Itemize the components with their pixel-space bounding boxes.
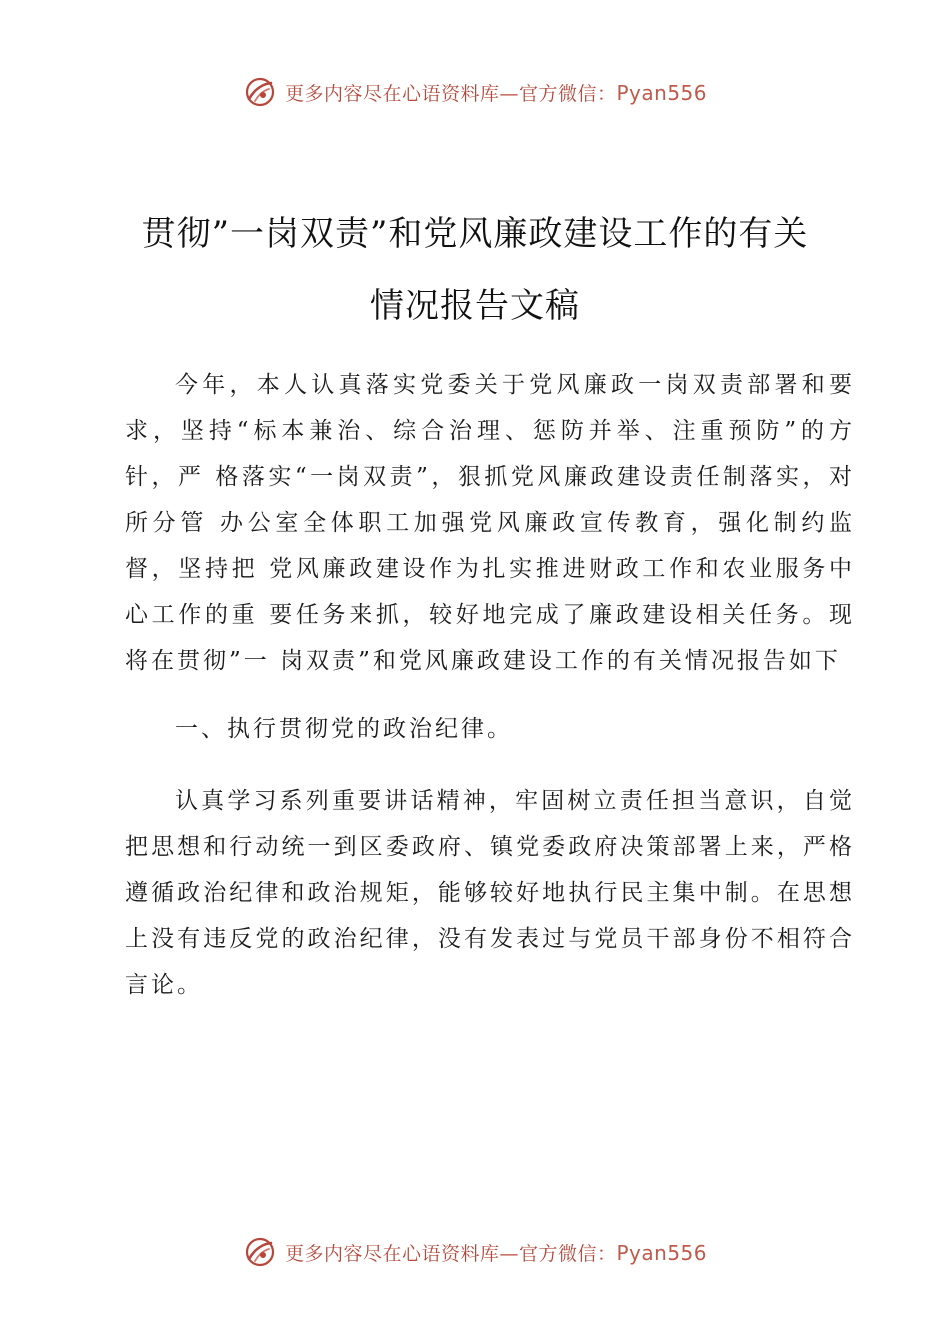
banner-text [285, 79, 707, 106]
wechat-id: Pyan556 [616, 1240, 708, 1265]
section-heading: 一、执行贯彻党的政治纪律。 [175, 716, 513, 742]
banner-text [285, 1239, 707, 1266]
paragraph-political-discipline: 认真学习系列重要讲话精神，牢固树立责任担当意识，自觉把思想和行动统一到区委政府、镇党委政府决策部署上来，严格遵循政治纪律和政治规矩，能够较好地执行民主集中制。在思想上没有违反党的政治纪律，没有发表过与党员干部身份不相符合言论。 [125, 788, 855, 998]
header-banner [0, 72, 950, 112]
footer-banner [0, 1232, 950, 1272]
logo-icon [243, 1235, 277, 1269]
document-title-line2: 情况报告文稿 [370, 286, 580, 326]
paragraph-intro: 今年，本人认真落实党委关于党风廉政一岗双责部署和要求，坚持“标本兼治、综合治理、惩防并举、注重预防”的方针，严 格落实“一岗双责”，狠抓党风廉政建设责任制落实，对所分管 办公室全体职工加强党风廉政宣传教育，强化制约监督，坚持把 党风廉政建设作为扎实推进财政工作和农业服务中心工作的重 要任务来抓，较好地完成了廉政建设相关任务。现将在贯彻”一 岗双责”和党风廉政建设工作的有关情况报告如下 [125, 372, 855, 674]
banner-label: 更多内容尽在心语资料库—官方微信： [284, 1242, 617, 1265]
wechat-id: Pyan556 [616, 80, 708, 105]
document-title-line1: 贯彻”一岗双责”和党风廉政建设工作的有关 [141, 214, 809, 254]
logo-icon [243, 75, 277, 109]
banner-label: 更多内容尽在心语资料库—官方微信： [284, 82, 617, 105]
